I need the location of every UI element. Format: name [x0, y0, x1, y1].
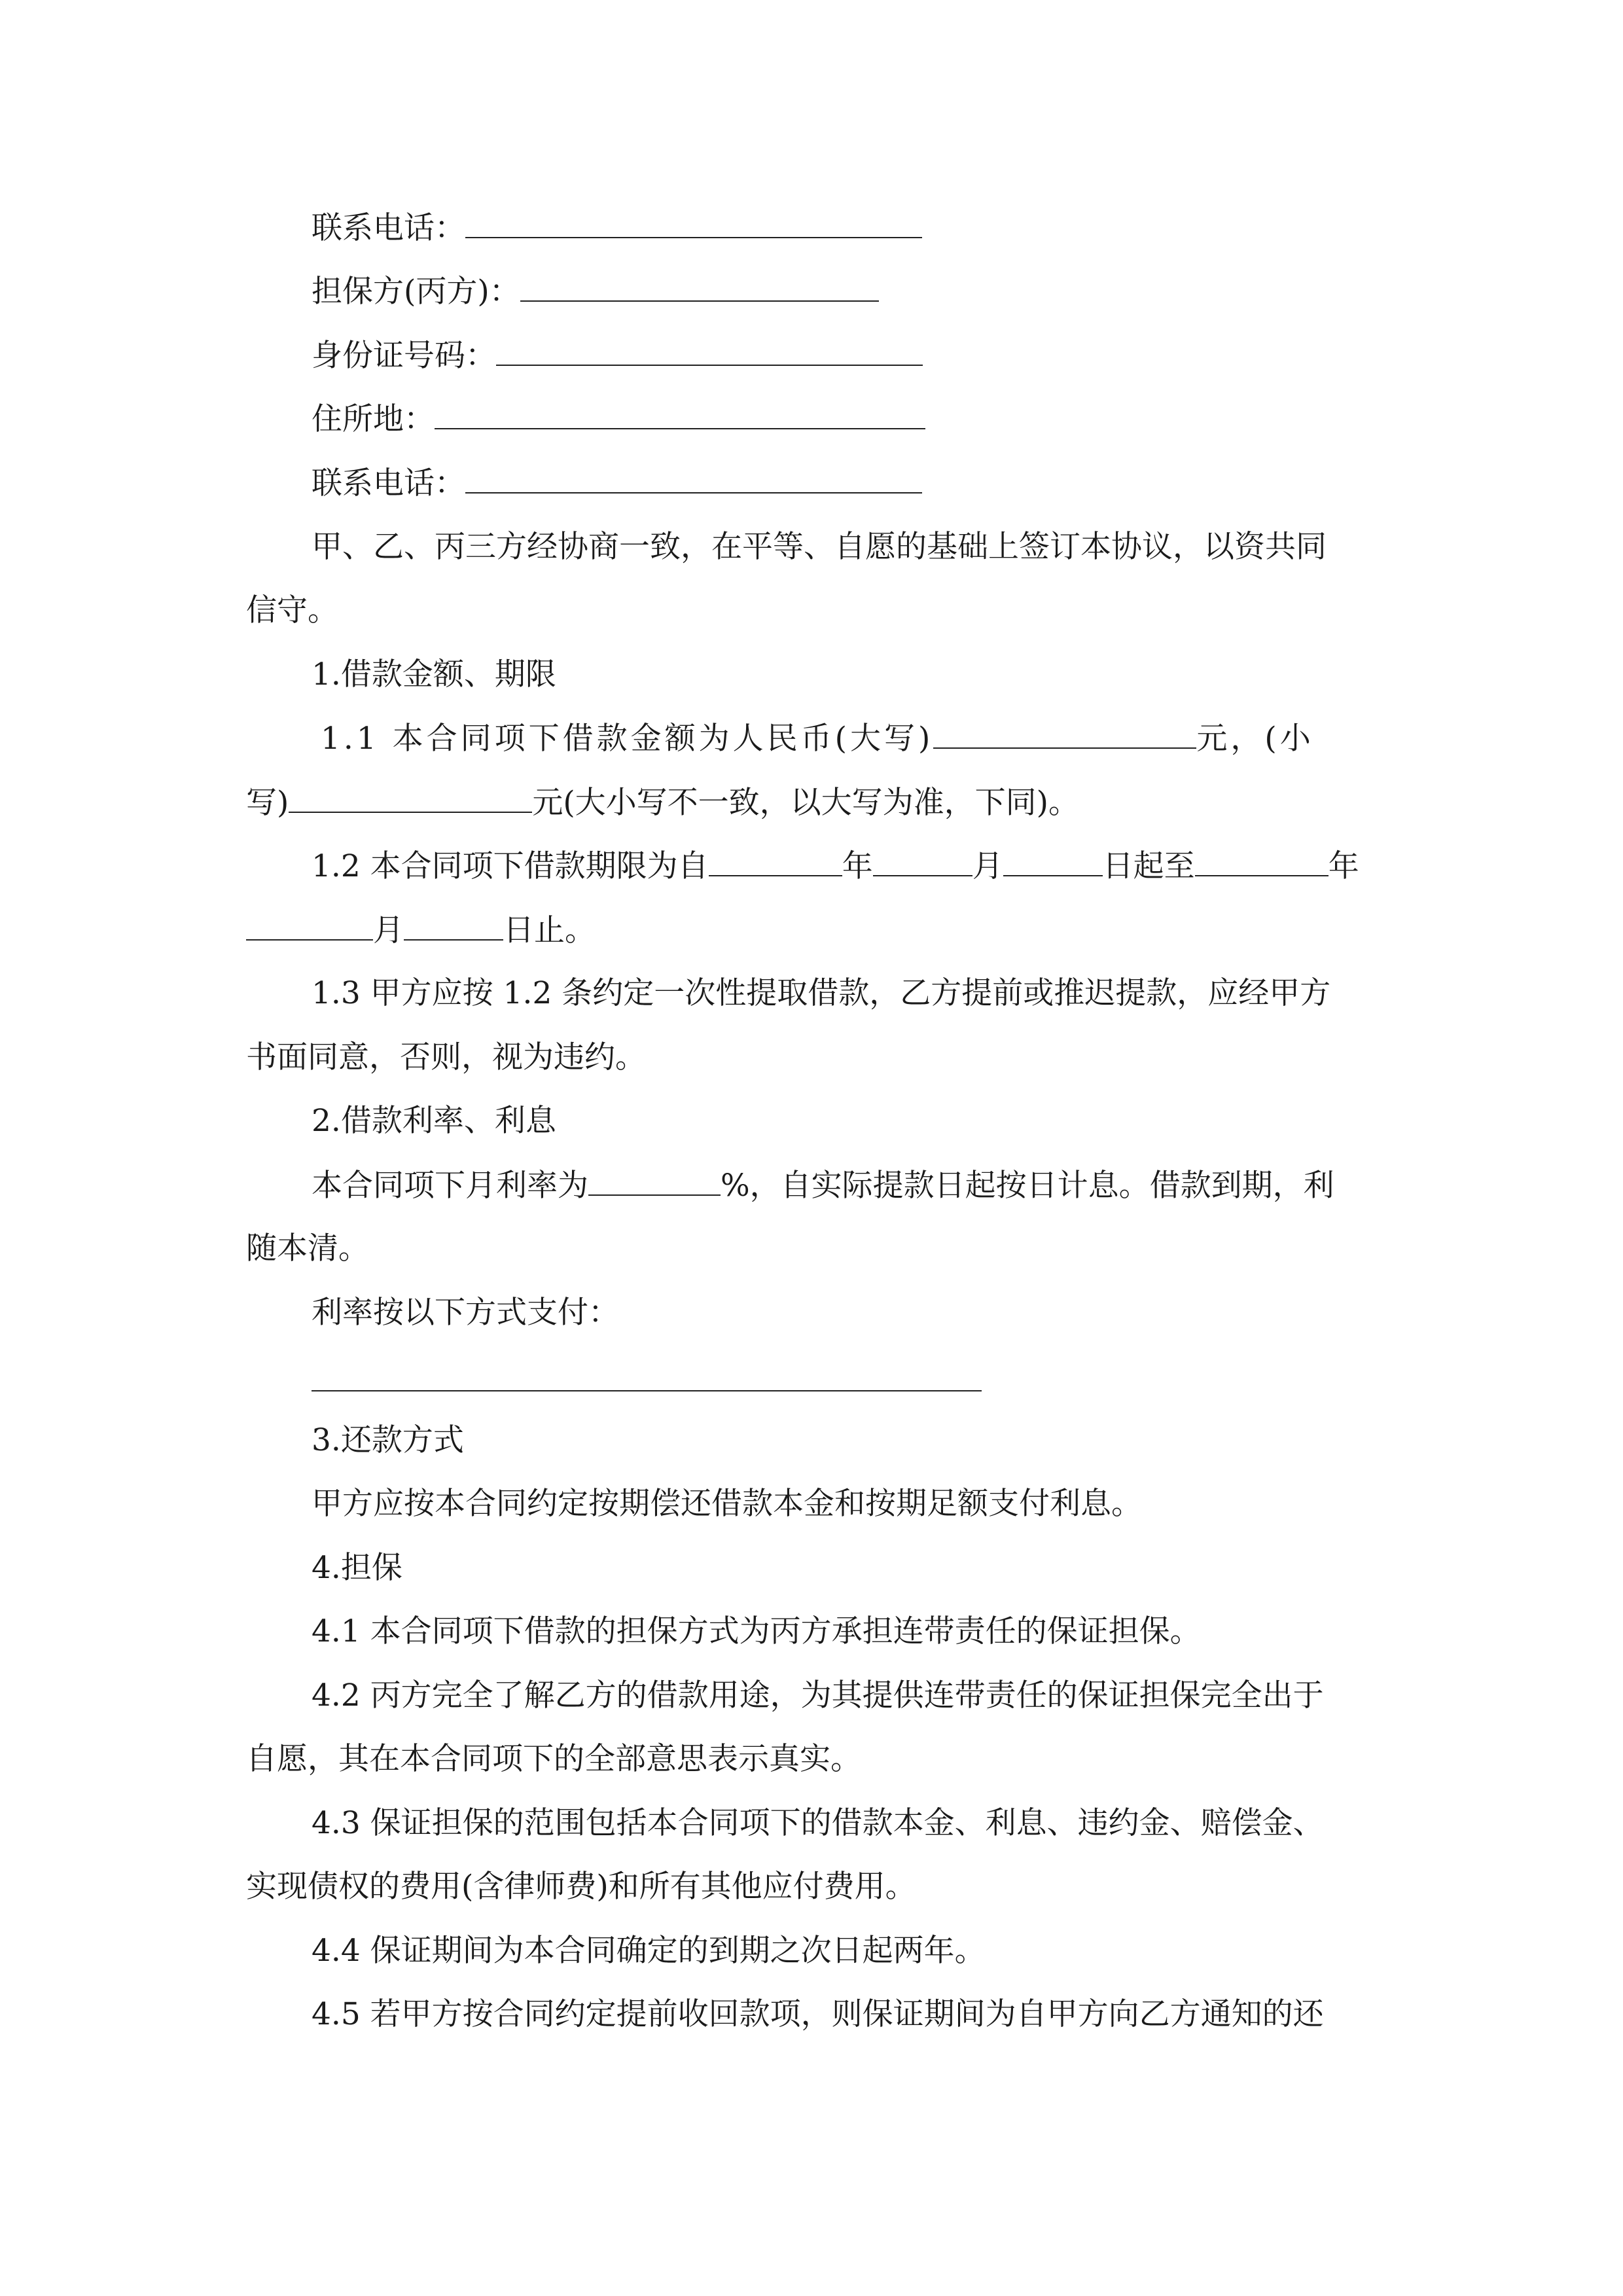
year-label: 年 — [842, 848, 873, 884]
section-4-title: 4.担保 — [312, 1550, 402, 1586]
clause-1-1-line-1 — [321, 719, 1314, 759]
clause-4-4: 4.4 保证期间为本合同确定的到期之次日起两年。 — [312, 1933, 986, 1969]
id-number-field[interactable] — [496, 336, 923, 366]
payment-method-field[interactable] — [312, 1390, 982, 1391]
clause-1-2-line-2 — [246, 910, 596, 950]
guarantor-field[interactable] — [520, 272, 879, 302]
rate-line-1 — [312, 1166, 1334, 1206]
end-year-field[interactable] — [1195, 846, 1329, 876]
payment-method-label: 利率按以下方式支付： — [312, 1295, 619, 1331]
guarantor-phone-line — [312, 463, 922, 503]
clause-1-2-text: 1.2 本合同项下借款期限为自 — [312, 848, 709, 884]
guarantor-phone-field[interactable] — [465, 463, 922, 493]
clause-1-1-lower-label: 写) — [246, 785, 289, 821]
clause-1-2-line-1 — [312, 846, 1359, 886]
section-1-title: 1.借款金额、期限 — [312, 656, 556, 692]
guarantor-line — [312, 272, 879, 312]
end-month-label: 月 — [373, 912, 404, 948]
end-month-field[interactable] — [246, 910, 373, 941]
clause-1-1-unit: 元，(小 — [1196, 721, 1314, 757]
clause-1-1-note: 元(大小写不一致，以大写为准，下同)。 — [532, 785, 1080, 821]
start-year-field[interactable] — [709, 846, 842, 876]
repayment-text: 甲方应按本合同约定按期偿还借款本金和按期足额支付利息。 — [312, 1486, 1142, 1522]
clause-1-3-line-2: 书面同意，否则，视为违约。 — [246, 1039, 646, 1075]
end-day-field[interactable] — [404, 910, 503, 941]
contact-phone-label: 联系电话： — [312, 210, 465, 246]
section-3-title: 3.还款方式 — [312, 1422, 464, 1458]
clause-1-1-text: 1.1 本合同项下借款金额为人民币(大写) — [321, 721, 934, 757]
start-month-field[interactable] — [873, 846, 972, 876]
address-line — [312, 399, 925, 439]
day-end-label: 日止。 — [503, 912, 596, 948]
start-day-field[interactable] — [1003, 846, 1103, 876]
clause-1-3-line-1: 1.3 甲方应按 1.2 条约定一次性提取借款，乙方提前或推迟提款，应经甲方 — [312, 975, 1331, 1011]
rate-text: %，自实际提款日起按日计息。借款到期，利 — [721, 1168, 1334, 1204]
monthly-rate-field[interactable] — [588, 1166, 721, 1196]
clause-4-2-line-2: 自愿，其在本合同项下的全部意思表示真实。 — [246, 1741, 861, 1777]
clause-4-5: 4.5 若甲方按合同约定提前收回款项，则保证期间为自甲方向乙方通知的还 — [312, 1996, 1324, 2032]
clause-4-2-line-1: 4.2 丙方完全了解乙方的借款用途，为其提供连带责任的保证担保完全出于 — [312, 1677, 1324, 1713]
clause-1-1-line-2 — [246, 783, 1079, 823]
address-label: 住所地： — [312, 401, 435, 437]
amount-lower-field[interactable] — [289, 783, 532, 813]
guarantor-label: 担保方(丙方)： — [312, 274, 520, 310]
contact-phone-line — [312, 208, 922, 248]
end-year-label: 年 — [1328, 848, 1359, 884]
rate-line-2: 随本清。 — [246, 1230, 369, 1266]
guarantor-phone-label: 联系电话： — [312, 465, 465, 501]
amount-upper-field[interactable] — [933, 719, 1196, 749]
id-number-label: 身份证号码： — [312, 338, 496, 374]
section-2-title: 2.借款利率、利息 — [312, 1103, 556, 1139]
clause-4-1: 4.1 本合同项下借款的担保方式为丙方承担连带责任的保证担保。 — [312, 1613, 1201, 1649]
address-field[interactable] — [435, 399, 925, 429]
clause-4-3-line-1: 4.3 保证担保的范围包括本合同项下的借款本金、利息、违约金、赔偿金、 — [312, 1805, 1324, 1841]
month-label: 月 — [972, 848, 1003, 884]
rate-label: 本合同项下月利率为 — [312, 1168, 588, 1204]
id-number-line — [312, 336, 923, 376]
intro-line-1: 甲、乙、丙三方经协商一致，在平等、自愿的基础上签订本协议，以资共同 — [312, 529, 1327, 565]
intro-line-2: 信守。 — [246, 592, 338, 628]
day-from-label: 日起至 — [1102, 848, 1195, 884]
clause-4-3-line-2: 实现债权的费用(含律师费)和所有其他应付费用。 — [246, 1869, 916, 1905]
contact-phone-field[interactable] — [465, 208, 922, 238]
